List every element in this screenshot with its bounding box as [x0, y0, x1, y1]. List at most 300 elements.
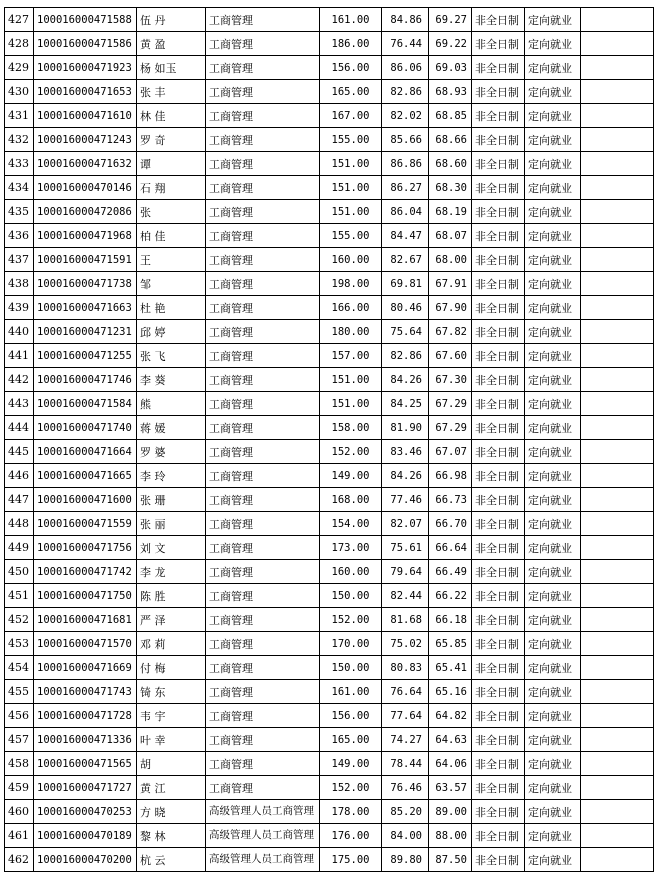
employment-type-cell: 定向就业: [525, 32, 581, 56]
major-cell: 工商管理: [206, 128, 320, 152]
row-number-cell: 451: [5, 584, 34, 608]
total-score-cell: 66.70: [429, 512, 472, 536]
exam-id-cell: 100016000471588: [34, 8, 137, 32]
retest-score-cell: 86.06: [382, 56, 429, 80]
empty-cell: [581, 776, 654, 800]
employment-type-cell: 定向就业: [525, 440, 581, 464]
employment-type-cell: 定向就业: [525, 392, 581, 416]
retest-score-cell: 79.64: [382, 560, 429, 584]
candidate-name-cell: 伍 丹: [137, 8, 206, 32]
exam-id-cell: 100016000472086: [34, 200, 137, 224]
row-number-cell: 433: [5, 152, 34, 176]
initial-score-cell: 151.00: [320, 392, 382, 416]
retest-score-cell: 82.67: [382, 248, 429, 272]
exam-id-cell: 100016000471923: [34, 56, 137, 80]
empty-cell: [581, 32, 654, 56]
major-cell: 高级管理人员工商管理: [206, 848, 320, 872]
retest-score-cell: 80.83: [382, 656, 429, 680]
employment-type-cell: 定向就业: [525, 680, 581, 704]
retest-score-cell: 76.64: [382, 680, 429, 704]
candidate-name-cell: 熊: [137, 392, 206, 416]
study-mode-cell: 非全日制: [472, 224, 525, 248]
empty-cell: [581, 728, 654, 752]
total-score-cell: 64.06: [429, 752, 472, 776]
employment-type-cell: 定向就业: [525, 704, 581, 728]
employment-type-cell: 定向就业: [525, 824, 581, 848]
row-number-cell: 449: [5, 536, 34, 560]
row-number-cell: 442: [5, 368, 34, 392]
empty-cell: [581, 560, 654, 584]
initial-score-cell: 151.00: [320, 152, 382, 176]
major-cell: 工商管理: [206, 32, 320, 56]
table-row: [5, 152, 654, 176]
study-mode-cell: 非全日制: [472, 272, 525, 296]
row-number-cell: 440: [5, 320, 34, 344]
initial-score-cell: 161.00: [320, 8, 382, 32]
candidate-name-cell: 张 珊: [137, 488, 206, 512]
table-row: [5, 752, 654, 776]
table-row: [5, 176, 654, 200]
exam-id-cell: 100016000471231: [34, 320, 137, 344]
employment-type-cell: 定向就业: [525, 488, 581, 512]
total-score-cell: 88.00: [429, 824, 472, 848]
exam-id-cell: 100016000471336: [34, 728, 137, 752]
employment-type-cell: 定向就业: [525, 416, 581, 440]
table-row: [5, 536, 654, 560]
major-cell: 工商管理: [206, 680, 320, 704]
row-number-cell: 457: [5, 728, 34, 752]
employment-type-cell: 定向就业: [525, 536, 581, 560]
empty-cell: [581, 200, 654, 224]
admission-list-table: [4, 7, 654, 872]
study-mode-cell: 非全日制: [472, 608, 525, 632]
candidate-name-cell: 李 龙: [137, 560, 206, 584]
table-row: [5, 80, 654, 104]
retest-score-cell: 69.81: [382, 272, 429, 296]
study-mode-cell: 非全日制: [472, 128, 525, 152]
study-mode-cell: 非全日制: [472, 416, 525, 440]
employment-type-cell: 定向就业: [525, 248, 581, 272]
total-score-cell: 65.41: [429, 656, 472, 680]
retest-score-cell: 82.02: [382, 104, 429, 128]
initial-score-cell: 156.00: [320, 704, 382, 728]
row-number-cell: 452: [5, 608, 34, 632]
retest-score-cell: 85.20: [382, 800, 429, 824]
exam-id-cell: 100016000471727: [34, 776, 137, 800]
exam-id-cell: 100016000471591: [34, 248, 137, 272]
retest-score-cell: 84.25: [382, 392, 429, 416]
table-row: [5, 800, 654, 824]
employment-type-cell: 定向就业: [525, 104, 581, 128]
initial-score-cell: 160.00: [320, 248, 382, 272]
empty-cell: [581, 56, 654, 80]
initial-score-cell: 180.00: [320, 320, 382, 344]
initial-score-cell: 151.00: [320, 200, 382, 224]
major-cell: 工商管理: [206, 200, 320, 224]
employment-type-cell: 定向就业: [525, 800, 581, 824]
employment-type-cell: 定向就业: [525, 776, 581, 800]
study-mode-cell: 非全日制: [472, 176, 525, 200]
table-row: [5, 584, 654, 608]
retest-score-cell: 75.64: [382, 320, 429, 344]
employment-type-cell: 定向就业: [525, 560, 581, 584]
retest-score-cell: 84.47: [382, 224, 429, 248]
initial-score-cell: 167.00: [320, 104, 382, 128]
empty-cell: [581, 368, 654, 392]
exam-id-cell: 100016000470189: [34, 824, 137, 848]
empty-cell: [581, 128, 654, 152]
retest-score-cell: 83.46: [382, 440, 429, 464]
study-mode-cell: 非全日制: [472, 80, 525, 104]
study-mode-cell: 非全日制: [472, 392, 525, 416]
total-score-cell: 67.07: [429, 440, 472, 464]
initial-score-cell: 152.00: [320, 776, 382, 800]
study-mode-cell: 非全日制: [472, 200, 525, 224]
empty-cell: [581, 512, 654, 536]
total-score-cell: 68.00: [429, 248, 472, 272]
candidate-name-cell: 邓 莉: [137, 632, 206, 656]
retest-score-cell: 89.80: [382, 848, 429, 872]
exam-id-cell: 100016000471586: [34, 32, 137, 56]
empty-cell: [581, 848, 654, 872]
major-cell: 高级管理人员工商管理: [206, 800, 320, 824]
retest-score-cell: 84.00: [382, 824, 429, 848]
candidate-name-cell: 黄 江: [137, 776, 206, 800]
row-number-cell: 453: [5, 632, 34, 656]
table-row: [5, 848, 654, 872]
row-number-cell: 437: [5, 248, 34, 272]
study-mode-cell: 非全日制: [472, 152, 525, 176]
study-mode-cell: 非全日制: [472, 440, 525, 464]
total-score-cell: 64.82: [429, 704, 472, 728]
empty-cell: [581, 416, 654, 440]
major-cell: 工商管理: [206, 296, 320, 320]
candidate-name-cell: 方 晓: [137, 800, 206, 824]
initial-score-cell: 152.00: [320, 440, 382, 464]
row-number-cell: 438: [5, 272, 34, 296]
candidate-name-cell: 锜 东: [137, 680, 206, 704]
initial-score-cell: 155.00: [320, 128, 382, 152]
employment-type-cell: 定向就业: [525, 152, 581, 176]
row-number-cell: 455: [5, 680, 34, 704]
total-score-cell: 68.60: [429, 152, 472, 176]
employment-type-cell: 定向就业: [525, 224, 581, 248]
initial-score-cell: 170.00: [320, 632, 382, 656]
candidate-name-cell: 付 梅: [137, 656, 206, 680]
initial-score-cell: 186.00: [320, 32, 382, 56]
major-cell: 工商管理: [206, 632, 320, 656]
retest-score-cell: 76.46: [382, 776, 429, 800]
retest-score-cell: 75.02: [382, 632, 429, 656]
candidate-name-cell: 韦 宇: [137, 704, 206, 728]
table-row: [5, 344, 654, 368]
initial-score-cell: 150.00: [320, 656, 382, 680]
retest-score-cell: 76.44: [382, 32, 429, 56]
row-number-cell: 439: [5, 296, 34, 320]
exam-id-cell: 100016000471243: [34, 128, 137, 152]
retest-score-cell: 82.44: [382, 584, 429, 608]
exam-id-cell: 100016000471738: [34, 272, 137, 296]
candidate-name-cell: 林 佳: [137, 104, 206, 128]
study-mode-cell: 非全日制: [472, 584, 525, 608]
major-cell: 工商管理: [206, 8, 320, 32]
table-row: [5, 464, 654, 488]
retest-score-cell: 82.86: [382, 344, 429, 368]
study-mode-cell: 非全日制: [472, 56, 525, 80]
total-score-cell: 67.29: [429, 392, 472, 416]
major-cell: 工商管理: [206, 464, 320, 488]
study-mode-cell: 非全日制: [472, 488, 525, 512]
exam-id-cell: 100016000471664: [34, 440, 137, 464]
study-mode-cell: 非全日制: [472, 560, 525, 584]
major-cell: 工商管理: [206, 104, 320, 128]
row-number-cell: 436: [5, 224, 34, 248]
initial-score-cell: 198.00: [320, 272, 382, 296]
table-row: [5, 416, 654, 440]
study-mode-cell: 非全日制: [472, 752, 525, 776]
empty-cell: [581, 464, 654, 488]
row-number-cell: 460: [5, 800, 34, 824]
total-score-cell: 66.98: [429, 464, 472, 488]
total-score-cell: 64.63: [429, 728, 472, 752]
exam-id-cell: 100016000471740: [34, 416, 137, 440]
exam-id-cell: 100016000471663: [34, 296, 137, 320]
row-number-cell: 434: [5, 176, 34, 200]
major-cell: 工商管理: [206, 176, 320, 200]
retest-score-cell: 80.46: [382, 296, 429, 320]
major-cell: 工商管理: [206, 416, 320, 440]
candidate-name-cell: 李 葵: [137, 368, 206, 392]
table-row: [5, 392, 654, 416]
empty-cell: [581, 656, 654, 680]
total-score-cell: 68.85: [429, 104, 472, 128]
major-cell: 工商管理: [206, 368, 320, 392]
exam-id-cell: 100016000471665: [34, 464, 137, 488]
table-row: [5, 656, 654, 680]
employment-type-cell: 定向就业: [525, 752, 581, 776]
table-row: [5, 248, 654, 272]
initial-score-cell: 155.00: [320, 224, 382, 248]
employment-type-cell: 定向就业: [525, 56, 581, 80]
total-score-cell: 67.29: [429, 416, 472, 440]
table-row: [5, 728, 654, 752]
table-row: [5, 8, 654, 32]
retest-score-cell: 77.46: [382, 488, 429, 512]
study-mode-cell: 非全日制: [472, 632, 525, 656]
candidate-name-cell: 胡: [137, 752, 206, 776]
employment-type-cell: 定向就业: [525, 128, 581, 152]
employment-type-cell: 定向就业: [525, 80, 581, 104]
table-row: [5, 512, 654, 536]
table-row: [5, 632, 654, 656]
empty-cell: [581, 440, 654, 464]
empty-cell: [581, 8, 654, 32]
row-number-cell: 431: [5, 104, 34, 128]
candidate-name-cell: 王: [137, 248, 206, 272]
candidate-name-cell: 杭 云: [137, 848, 206, 872]
major-cell: 工商管理: [206, 56, 320, 80]
empty-cell: [581, 824, 654, 848]
empty-cell: [581, 224, 654, 248]
major-cell: 工商管理: [206, 392, 320, 416]
exam-id-cell: 100016000471632: [34, 152, 137, 176]
total-score-cell: 67.90: [429, 296, 472, 320]
study-mode-cell: 非全日制: [472, 296, 525, 320]
exam-id-cell: 100016000471968: [34, 224, 137, 248]
table-row: [5, 824, 654, 848]
table-row: [5, 560, 654, 584]
row-number-cell: 444: [5, 416, 34, 440]
table-row: [5, 440, 654, 464]
exam-id-cell: 100016000471584: [34, 392, 137, 416]
retest-score-cell: 82.07: [382, 512, 429, 536]
total-score-cell: 66.73: [429, 488, 472, 512]
exam-id-cell: 100016000471746: [34, 368, 137, 392]
major-cell: 工商管理: [206, 728, 320, 752]
total-score-cell: 68.30: [429, 176, 472, 200]
employment-type-cell: 定向就业: [525, 320, 581, 344]
empty-cell: [581, 272, 654, 296]
study-mode-cell: 非全日制: [472, 344, 525, 368]
row-number-cell: 462: [5, 848, 34, 872]
candidate-name-cell: 李 玲: [137, 464, 206, 488]
initial-score-cell: 160.00: [320, 560, 382, 584]
empty-cell: [581, 320, 654, 344]
table-row: [5, 608, 654, 632]
retest-score-cell: 85.66: [382, 128, 429, 152]
candidate-name-cell: 黄 盈: [137, 32, 206, 56]
total-score-cell: 87.50: [429, 848, 472, 872]
major-cell: 工商管理: [206, 656, 320, 680]
employment-type-cell: 定向就业: [525, 176, 581, 200]
study-mode-cell: 非全日制: [472, 8, 525, 32]
study-mode-cell: 非全日制: [472, 824, 525, 848]
exam-id-cell: 100016000470253: [34, 800, 137, 824]
initial-score-cell: 157.00: [320, 344, 382, 368]
exam-id-cell: 100016000471570: [34, 632, 137, 656]
candidate-name-cell: 邱 婷: [137, 320, 206, 344]
exam-id-cell: 100016000471565: [34, 752, 137, 776]
employment-type-cell: 定向就业: [525, 656, 581, 680]
row-number-cell: 450: [5, 560, 34, 584]
table-row: [5, 680, 654, 704]
exam-id-cell: 100016000471669: [34, 656, 137, 680]
study-mode-cell: 非全日制: [472, 536, 525, 560]
major-cell: 工商管理: [206, 344, 320, 368]
initial-score-cell: 175.00: [320, 848, 382, 872]
candidate-name-cell: 刘 文: [137, 536, 206, 560]
total-score-cell: 66.64: [429, 536, 472, 560]
retest-score-cell: 81.68: [382, 608, 429, 632]
total-score-cell: 65.16: [429, 680, 472, 704]
exam-id-cell: 100016000471559: [34, 512, 137, 536]
row-number-cell: 441: [5, 344, 34, 368]
candidate-name-cell: 罗 奇: [137, 128, 206, 152]
table-row: [5, 488, 654, 512]
empty-cell: [581, 680, 654, 704]
employment-type-cell: 定向就业: [525, 296, 581, 320]
exam-id-cell: 100016000471653: [34, 80, 137, 104]
total-score-cell: 65.85: [429, 632, 472, 656]
study-mode-cell: 非全日制: [472, 464, 525, 488]
exam-id-cell: 100016000470146: [34, 176, 137, 200]
empty-cell: [581, 800, 654, 824]
table-row: [5, 224, 654, 248]
exam-id-cell: 100016000471728: [34, 704, 137, 728]
candidate-name-cell: 谭: [137, 152, 206, 176]
exam-id-cell: 100016000471600: [34, 488, 137, 512]
major-cell: 高级管理人员工商管理: [206, 824, 320, 848]
retest-score-cell: 78.44: [382, 752, 429, 776]
major-cell: 工商管理: [206, 512, 320, 536]
empty-cell: [581, 704, 654, 728]
empty-cell: [581, 104, 654, 128]
major-cell: 工商管理: [206, 536, 320, 560]
row-number-cell: 443: [5, 392, 34, 416]
exam-id-cell: 100016000471255: [34, 344, 137, 368]
employment-type-cell: 定向就业: [525, 200, 581, 224]
study-mode-cell: 非全日制: [472, 656, 525, 680]
employment-type-cell: 定向就业: [525, 848, 581, 872]
study-mode-cell: 非全日制: [472, 800, 525, 824]
candidate-name-cell: 张 飞: [137, 344, 206, 368]
total-score-cell: 68.19: [429, 200, 472, 224]
empty-cell: [581, 248, 654, 272]
row-number-cell: 456: [5, 704, 34, 728]
major-cell: 工商管理: [206, 152, 320, 176]
retest-score-cell: 77.64: [382, 704, 429, 728]
table-row: [5, 200, 654, 224]
retest-score-cell: 86.04: [382, 200, 429, 224]
employment-type-cell: 定向就业: [525, 632, 581, 656]
candidate-name-cell: 张 丰: [137, 80, 206, 104]
empty-cell: [581, 152, 654, 176]
major-cell: 工商管理: [206, 776, 320, 800]
initial-score-cell: 156.00: [320, 56, 382, 80]
row-number-cell: 435: [5, 200, 34, 224]
table-row: [5, 56, 654, 80]
empty-cell: [581, 344, 654, 368]
study-mode-cell: 非全日制: [472, 512, 525, 536]
total-score-cell: 66.18: [429, 608, 472, 632]
total-score-cell: 67.60: [429, 344, 472, 368]
retest-score-cell: 74.27: [382, 728, 429, 752]
initial-score-cell: 149.00: [320, 464, 382, 488]
row-number-cell: 432: [5, 128, 34, 152]
row-number-cell: 446: [5, 464, 34, 488]
empty-cell: [581, 296, 654, 320]
row-number-cell: 429: [5, 56, 34, 80]
empty-cell: [581, 584, 654, 608]
row-number-cell: 430: [5, 80, 34, 104]
initial-score-cell: 173.00: [320, 536, 382, 560]
row-number-cell: 448: [5, 512, 34, 536]
employment-type-cell: 定向就业: [525, 608, 581, 632]
initial-score-cell: 168.00: [320, 488, 382, 512]
total-score-cell: 68.07: [429, 224, 472, 248]
row-number-cell: 458: [5, 752, 34, 776]
total-score-cell: 67.30: [429, 368, 472, 392]
total-score-cell: 68.66: [429, 128, 472, 152]
major-cell: 工商管理: [206, 560, 320, 584]
retest-score-cell: 84.26: [382, 464, 429, 488]
retest-score-cell: 81.90: [382, 416, 429, 440]
major-cell: 工商管理: [206, 440, 320, 464]
major-cell: 工商管理: [206, 752, 320, 776]
candidate-name-cell: 蒋 媛: [137, 416, 206, 440]
total-score-cell: 67.82: [429, 320, 472, 344]
total-score-cell: 89.00: [429, 800, 472, 824]
